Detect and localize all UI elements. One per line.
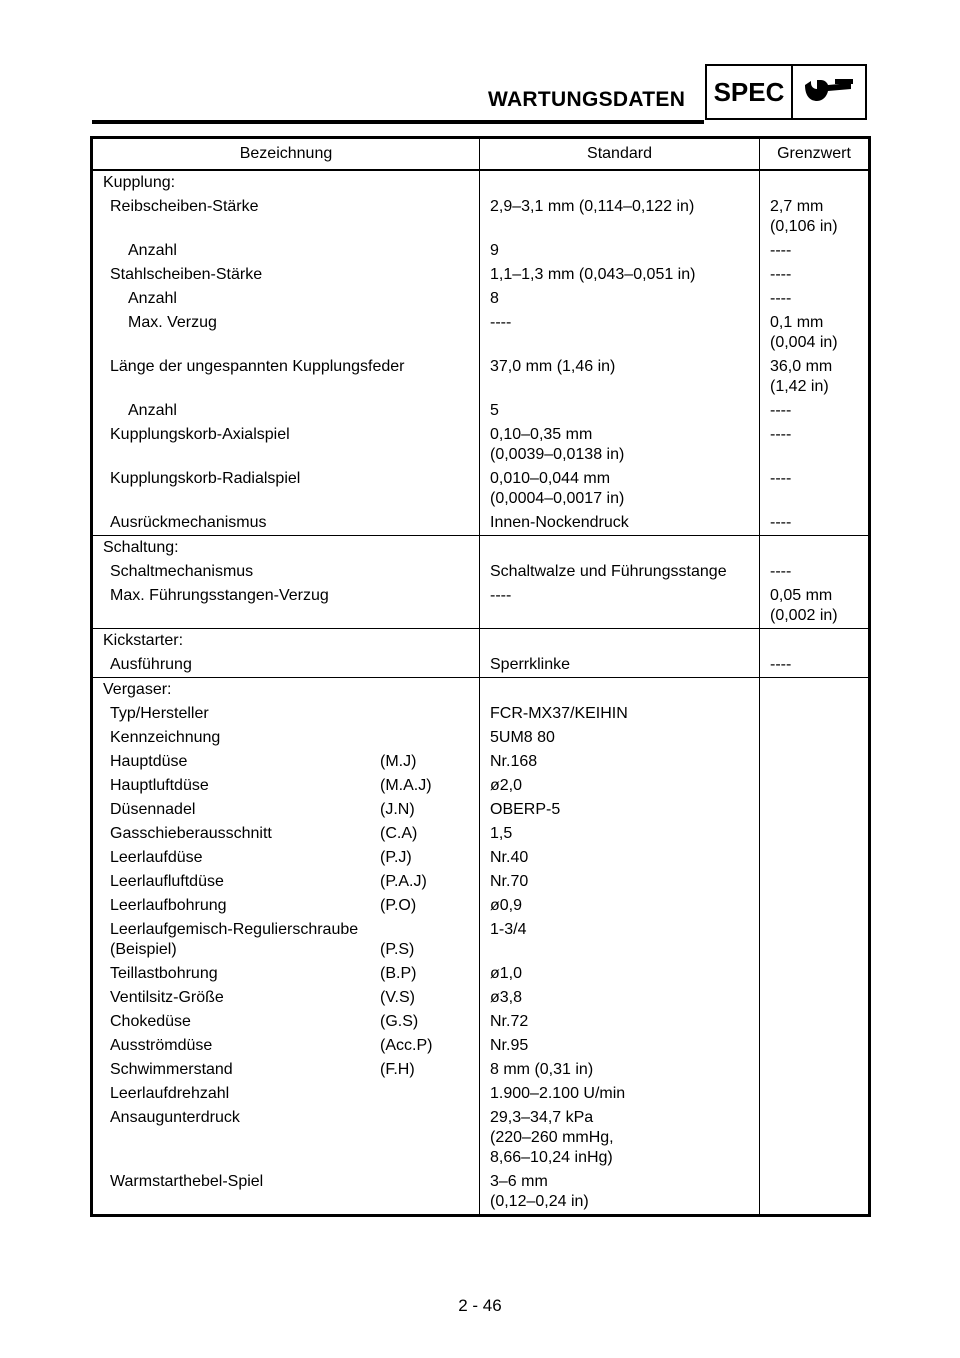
- row-abbr: (C.A): [380, 825, 418, 842]
- row-name: Kennzeichnung: [92, 726, 480, 750]
- standard-line-1: 3–6 mm: [490, 1173, 548, 1190]
- limit-line-1: 2,7 mm: [770, 198, 824, 215]
- table-row: [92, 423, 870, 467]
- page-number: 2 - 46: [458, 1296, 502, 1315]
- row-standard: [480, 423, 760, 467]
- row-standard: Nr.70: [480, 870, 760, 894]
- row-abbr: (G.S): [380, 1013, 419, 1030]
- row-standard: [480, 1106, 760, 1170]
- table-row: [92, 263, 870, 287]
- row-abbr: (B.P): [380, 965, 417, 982]
- limit-line-2: (1,42 in): [770, 378, 829, 395]
- row-standard: 8: [480, 287, 760, 311]
- row-name: Leerlaufdüse: [110, 849, 203, 866]
- row-standard: Sperrklinke: [480, 653, 760, 678]
- row-name: Ausrückmechanismus: [92, 511, 480, 536]
- row-standard: 1,1–1,3 mm (0,043–0,051 in): [480, 263, 760, 287]
- standard-line-3: 8,66–10,24 inHg): [490, 1149, 613, 1166]
- row-name: Stahlscheiben-Stärke: [92, 263, 480, 287]
- row-standard: 5UM8 80: [480, 726, 760, 750]
- row-limit: ----: [760, 399, 870, 423]
- table-row: [92, 894, 870, 918]
- table-row: [92, 239, 870, 263]
- row-limit: ----: [760, 653, 870, 678]
- table-row: [92, 1106, 870, 1170]
- row-standard: Nr.40: [480, 846, 760, 870]
- standard-line-2: (220–260 mmHg,: [490, 1129, 614, 1146]
- table-row: [92, 726, 870, 750]
- row-standard: Nr.168: [480, 750, 760, 774]
- row-name: Düsennadel: [110, 801, 196, 818]
- standard-line-2: (0,0039–0,0138 in): [490, 446, 625, 463]
- row-limit: ----: [760, 239, 870, 263]
- row-name: Hauptluftdüse: [110, 777, 209, 794]
- limit-line-1: 0,05 mm: [770, 587, 833, 604]
- maintenance-data-table: [90, 136, 871, 1217]
- row-standard: ø1,0: [480, 962, 760, 986]
- row-name-line-2: (Beispiel): [110, 941, 177, 958]
- row-standard: FCR-MX37/KEIHIN: [480, 702, 760, 726]
- table-row: [92, 1058, 870, 1082]
- standard-line-2: (0,0004–0,0017 in): [490, 490, 625, 507]
- row-name: Anzahl: [92, 399, 480, 423]
- row-limit: [760, 584, 870, 629]
- row-name: Typ/Hersteller: [92, 702, 480, 726]
- row-name: Schaltmechanismus: [92, 560, 480, 584]
- table-header-row: [92, 138, 870, 171]
- row-standard: 1,5: [480, 822, 760, 846]
- row-name: Chokedüse: [110, 1013, 191, 1030]
- row-standard: 37,0 mm (1,46 in): [480, 355, 760, 399]
- row-limit: ----: [760, 467, 870, 511]
- table-row: [92, 399, 870, 423]
- row-standard: Nr.72: [480, 1010, 760, 1034]
- row-limit: ----: [760, 423, 870, 467]
- row-abbr: (P.O): [380, 897, 417, 914]
- table-row: [92, 702, 870, 726]
- section-header-kickstarter: [92, 629, 870, 654]
- limit-line-2: (0,002 in): [770, 607, 838, 624]
- row-name: Leerlaufdrehzahl: [92, 1082, 480, 1106]
- spec-label: SPEC: [707, 66, 793, 118]
- row-standard: Nr.95: [480, 1034, 760, 1058]
- col-header-standard: Standard: [480, 138, 760, 171]
- row-name: Hauptdüse: [110, 753, 188, 770]
- row-abbr: (P.A.J): [380, 873, 427, 890]
- section-title: Kupplung:: [92, 170, 480, 195]
- table-row: [92, 1082, 870, 1106]
- row-abbr: (Acc.P): [380, 1037, 433, 1054]
- header-rule: [92, 120, 704, 124]
- table-row: [92, 653, 870, 678]
- row-limit: ----: [760, 560, 870, 584]
- row-standard: 8 mm (0,31 in): [480, 1058, 760, 1082]
- section-header-vergaser: [92, 678, 870, 703]
- table-row: [92, 311, 870, 355]
- row-abbr: (P.J): [380, 849, 412, 866]
- standard-line-1: 0,010–0,044 mm: [490, 470, 611, 487]
- section-header-kupplung: [92, 170, 870, 195]
- row-name: Leerlaufluftdüse: [110, 873, 224, 890]
- row-limit: ----: [760, 511, 870, 536]
- row-name: Gasschieberausschnitt: [110, 825, 272, 842]
- row-name: Ventilsitz-Größe: [110, 989, 224, 1006]
- row-name: Teillastbohrung: [110, 965, 218, 982]
- table-row: [92, 870, 870, 894]
- row-name: Kupplungskorb-Radialspiel: [92, 467, 480, 511]
- table-row: [92, 467, 870, 511]
- row-standard: 9: [480, 239, 760, 263]
- row-name: Anzahl: [92, 287, 480, 311]
- row-standard: Schaltwalze und Führungsstange: [480, 560, 760, 584]
- table-row: [92, 560, 870, 584]
- row-standard: OBERP-5: [480, 798, 760, 822]
- row-name: Ansaugunterdruck: [92, 1106, 480, 1170]
- row-name: Ausströmdüse: [110, 1037, 213, 1054]
- row-limit: [760, 311, 870, 355]
- row-name: Warmstarthebel-Spiel: [92, 1170, 480, 1216]
- row-abbr: (V.S): [380, 989, 415, 1006]
- section-title: Vergaser:: [92, 678, 480, 703]
- row-name: Ausführung: [92, 653, 480, 678]
- table-row: [92, 798, 870, 822]
- row-name: Reibscheiben-Stärke: [92, 195, 480, 239]
- row-standard: [480, 1170, 760, 1216]
- row-name: Länge der ungespannten Kupplungsfeder: [92, 355, 480, 399]
- table-row: [92, 846, 870, 870]
- row-standard: ----: [480, 311, 760, 355]
- row-abbr: (M.A.J): [380, 777, 432, 794]
- table-row: [92, 511, 870, 536]
- table-row: [92, 962, 870, 986]
- row-name: Anzahl: [92, 239, 480, 263]
- limit-line-1: 0,1 mm: [770, 314, 824, 331]
- table-row: [92, 822, 870, 846]
- row-name-line-1: Leerlaufgemisch-Regulierschraube: [110, 921, 359, 938]
- table-row: [92, 287, 870, 311]
- table-row: [92, 1170, 870, 1216]
- row-abbr: (F.H): [380, 1061, 415, 1078]
- row-name: Max. Führungsstangen-Verzug: [92, 584, 480, 629]
- table-row: [92, 918, 870, 962]
- table-row: [92, 986, 870, 1010]
- standard-line-2: (0,12–0,24 in): [490, 1193, 589, 1210]
- row-standard: ----: [480, 584, 760, 629]
- section-header-schaltung: [92, 536, 870, 561]
- row-limit: ----: [760, 287, 870, 311]
- table-row: [92, 1034, 870, 1058]
- row-standard: ø2,0: [480, 774, 760, 798]
- row-standard: ø0,9: [480, 894, 760, 918]
- table-row: [92, 774, 870, 798]
- row-name: Leerlaufbohrung: [110, 897, 227, 914]
- wrench-icon: [793, 66, 865, 118]
- row-standard: [480, 467, 760, 511]
- row-standard: 2,9–3,1 mm (0,114–0,122 in): [480, 195, 760, 239]
- limit-line-2: (0,106 in): [770, 218, 838, 235]
- row-standard: 1.900–2.100 U/min: [480, 1082, 760, 1106]
- limit-line-2: (0,004 in): [770, 334, 838, 351]
- table-row: [92, 584, 870, 629]
- section-title: Kickstarter:: [92, 629, 480, 654]
- table-row: [92, 355, 870, 399]
- row-limit: ----: [760, 263, 870, 287]
- limit-line-1: 36,0 mm: [770, 358, 833, 375]
- standard-line-1: 0,10–0,35 mm: [490, 426, 593, 443]
- row-abbr: (M.J): [380, 753, 417, 770]
- row-standard: 5: [480, 399, 760, 423]
- table-row: [92, 1010, 870, 1034]
- row-limit: [760, 355, 870, 399]
- row-abbr: (P.S): [380, 941, 415, 958]
- row-abbr: (J.N): [380, 801, 415, 818]
- col-header-grenzwert: Grenzwert: [760, 138, 870, 171]
- standard-line-1: 29,3–34,7 kPa: [490, 1109, 594, 1126]
- page-title: WARTUNGSDATEN: [488, 88, 686, 111]
- row-name: Schwimmerstand: [110, 1061, 233, 1078]
- table-row: [92, 195, 870, 239]
- row-name: Kupplungskorb-Axialspiel: [92, 423, 480, 467]
- row-standard: 1-3/4: [480, 918, 760, 962]
- row-name: Max. Verzug: [92, 311, 480, 355]
- col-header-bezeichnung: Bezeichnung: [92, 138, 480, 171]
- table-row: [92, 750, 870, 774]
- section-title: Schaltung:: [92, 536, 480, 561]
- row-standard: ø3,8: [480, 986, 760, 1010]
- row-limit: [760, 195, 870, 239]
- row-standard: Innen-Nockendruck: [480, 511, 760, 536]
- spec-badge: [705, 64, 867, 120]
